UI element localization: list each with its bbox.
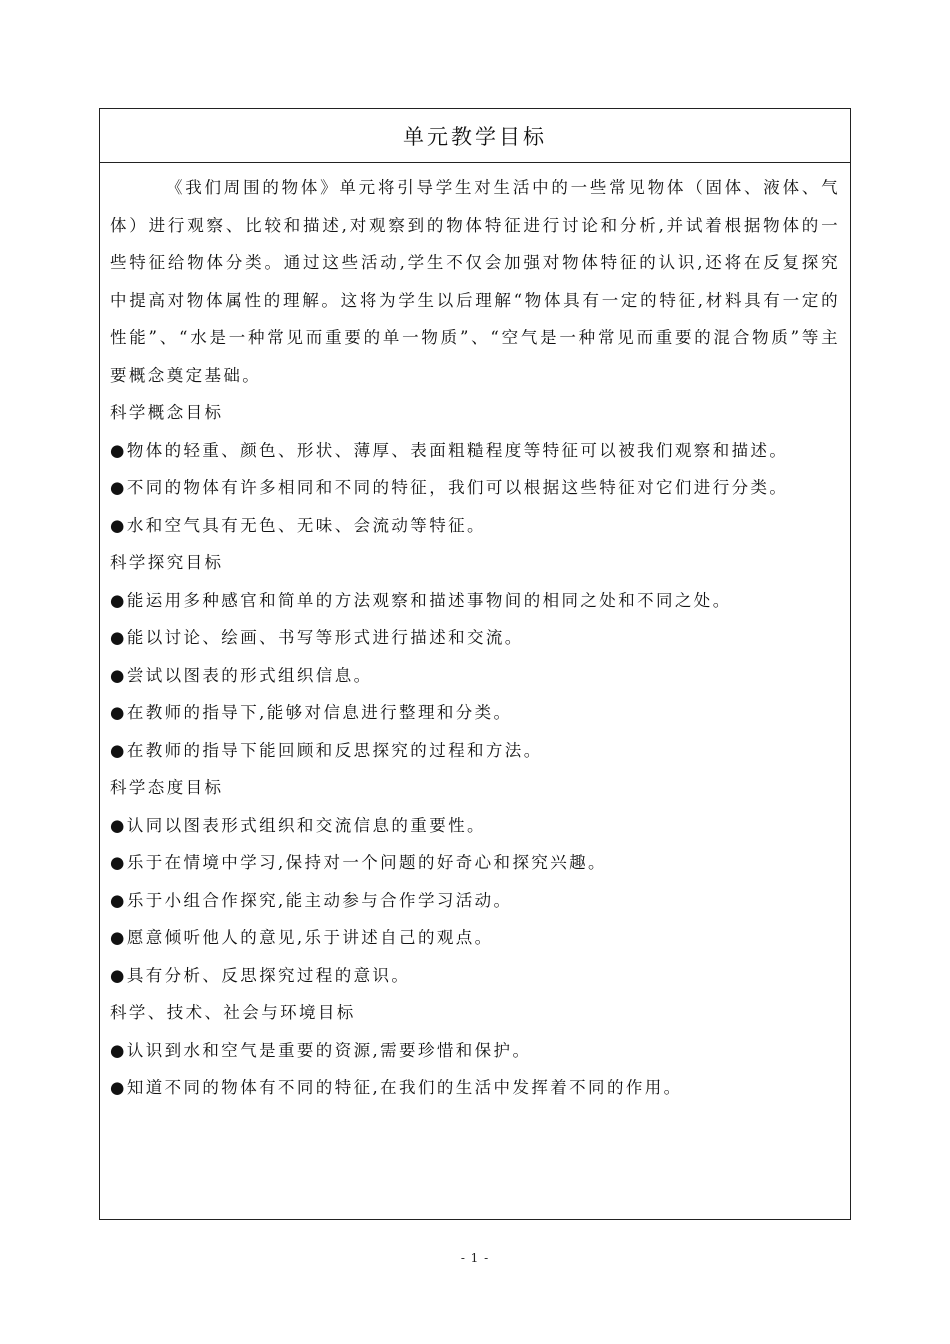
bullet-icon: ● [110, 590, 127, 610]
goal-sections [110, 394, 840, 1107]
bullet-icon: ● [110, 853, 127, 872]
section-heading: 科学态度目标 [110, 778, 224, 797]
goal-item-text: 能运用多种感官和简单的方法观察和描述事物间的相同之处和不同之处。 [126, 590, 732, 610]
goal-item [110, 469, 840, 507]
goal-item-text: 尝试以图表的形式组织信息。 [126, 665, 373, 685]
goal-item-text: 水和空气具有无色、无味、会流动等特征。 [126, 515, 486, 535]
bullet-icon: ● [110, 1040, 127, 1060]
goal-item [110, 432, 840, 470]
goals-content [100, 163, 850, 1107]
bullet-icon: ● [110, 440, 127, 460]
page-number: - 1 - [460, 1251, 490, 1265]
goal-item-text: 物体的轻重、颜色、形状、薄厚、表面粗糙程度等特征可以被我们观察和描述。 [126, 440, 789, 460]
goal-item-text: 愿意倾听他人的意见,乐于讲述自己的观点。 [126, 928, 494, 947]
bullet-icon: ● [110, 478, 127, 497]
bullet-icon: ● [110, 815, 127, 835]
section-heading: 科学概念目标 [110, 403, 224, 422]
bullet-icon: ● [110, 890, 127, 910]
goal-item-text: 在教师的指导下,能够对信息进行整理和分类。 [126, 703, 513, 722]
goal-item [110, 732, 840, 770]
goal-item [110, 582, 840, 620]
goal-item-text: 知道不同的物体有不同的特征,在我们的生活中发挥着不同的作用。 [126, 1078, 683, 1097]
goal-item [110, 844, 840, 882]
goal-item [110, 807, 840, 845]
goals-table [99, 108, 851, 1220]
goal-item-text: 认识到水和空气是重要的资源,需要珍惜和保护。 [126, 1040, 532, 1060]
bullet-icon: ● [110, 703, 127, 722]
goal-item-text: 乐于小组合作探究,能主动参与合作学习活动。 [126, 890, 513, 910]
goal-item-text: 在教师的指导下能回顾和反思探究的过程和方法。 [126, 740, 543, 760]
goal-item-text: 能以讨论、绘画、书写等形式进行描述和交流。 [126, 628, 524, 647]
title-row [100, 109, 850, 163]
bullet-icon: ● [110, 628, 127, 647]
goal-item [110, 1069, 840, 1107]
goal-item [110, 919, 840, 957]
intro-paragraph: 《我们周围的物体》单元将引导学生对生活中的一些常见物体（固体、液体、气体）进行观察、比较和描述,对观察到的物体特征进行讨论和分析,并试着根据物体的一些特征给物体分类。通过这些活动,学生不仅会加强对物体特征的认识,还将在反复探究中提高对物体属性的理解。这将为学生以后理解“物体具有一定的特征,材料具有一定的性能”、“水是一种常见而重要的单一物质”、“空气是一种常见而重要的混合物质”等主要概念奠定基础。 [110, 178, 840, 385]
goal-item [110, 619, 840, 657]
goal-item-text: 认同以图表形式组织和交流信息的重要性。 [126, 815, 486, 835]
goal-item-text: 不同的物体有许多相同和不同的特征，我们可以根据这些特征对它们进行分类。 [126, 478, 789, 497]
goal-item [110, 507, 840, 545]
goal-item-text: 乐于在情境中学习,保持对一个问题的好奇心和探究兴趣。 [126, 853, 607, 872]
section-heading: 科学探究目标 [110, 553, 224, 572]
goal-item [110, 882, 840, 920]
bullet-icon: ● [110, 965, 127, 985]
page-title: 单元教学目标 [403, 124, 547, 149]
bullet-icon: ● [110, 740, 127, 760]
goal-item-text: 具有分析、反思探究过程的意识。 [126, 965, 411, 985]
goal-item [110, 694, 840, 732]
bullet-icon: ● [110, 665, 127, 685]
goal-item [110, 1032, 840, 1070]
section-heading: 科学、技术、社会与环境目标 [110, 1003, 356, 1022]
goal-item [110, 957, 840, 995]
goal-item [110, 657, 840, 695]
bullet-icon: ● [110, 515, 127, 535]
bullet-icon: ● [110, 928, 127, 947]
bullet-icon: ● [110, 1078, 127, 1097]
